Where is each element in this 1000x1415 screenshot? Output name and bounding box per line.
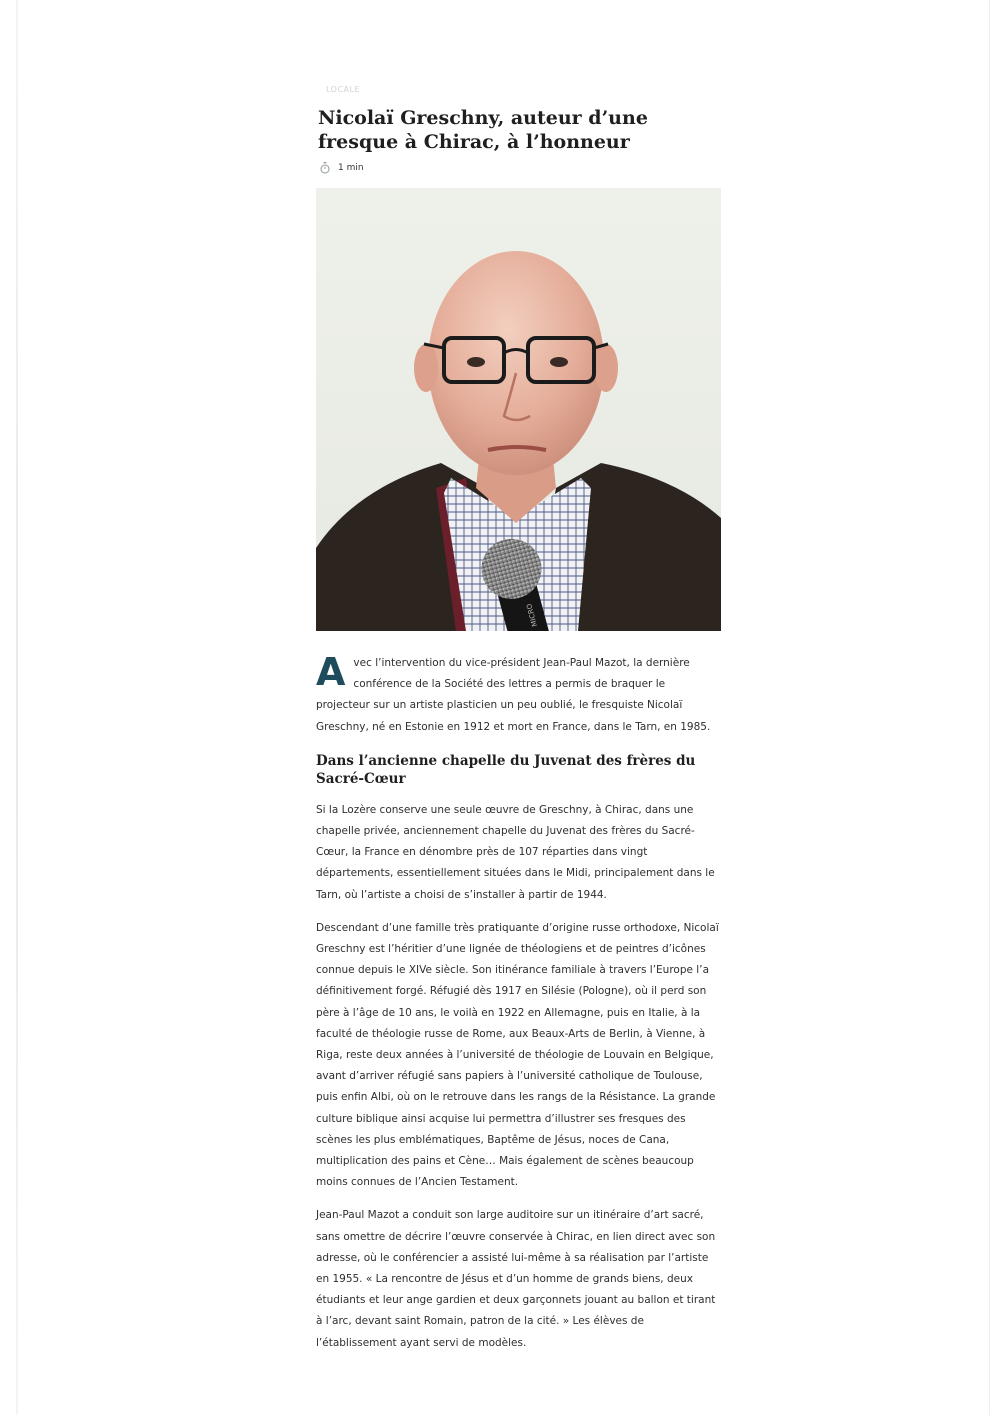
drop-cap: A — [316, 650, 346, 694]
body-paragraph: Si la Lozère conserve une seule œuvre de Greschny, à Chirac, dans une chapelle privée, anciennement chapelle du Juvenat des frères du Sacré-Cœur, la France en dénombre près de 107 réparties dans vingt départements, essentiellement situées dans le Midi, principalement dans le Tarn, où l’artiste a choisi de s’installer à partir de 1944. — [316, 803, 715, 901]
portrait-photo — [316, 188, 721, 631]
scan-edge — [16, 0, 18, 1415]
article-headline: Nicolaï Greschny, auteur d’une fresque à Chirac, à l’honneur — [318, 107, 648, 153]
mic-label: MICRO — [525, 602, 540, 628]
body-paragraph: Jean-Paul Mazot a conduit son large auditoire sur un itinéraire d’art sacré, sans omettre de décrire l’œuvre conservée à Chirac, en lien direct avec son adresse, où le conférencier a assisté lui-même à sa réalisation par l’artiste en 1955. « La rencontre de Jésus et d’un homme de grands biens, deux étudiants et leur ange gardien et deux garçonnets jouant au ballon et tirant à l’arc, devant saint Romain, patron de la cité. » Les élèves de l’établissement ayant servi de modèles. — [316, 1209, 716, 1349]
timer-icon — [320, 162, 330, 174]
category-label: LOCALE — [326, 85, 361, 94]
section-subheading: Dans l’ancienne chapelle du Juvenat des frères du Sacré-Cœur — [316, 752, 696, 787]
article — [316, 84, 721, 1366]
read-time — [320, 162, 721, 174]
read-time-label: 1 min — [338, 163, 364, 173]
lead-text: vec l’intervention du vice-président Jean-Paul Mazot, la dernière conférence de la Société des lettres a permis de braquer le projecteur sur un artiste plasticien un peu oublié, le fresquiste Nicolaï Greschny, né en Estonie en 1912 et mort en France, dans le Tarn, en 1985. — [316, 657, 711, 733]
scan-edge-right — [989, 0, 990, 1415]
lead-paragraph — [316, 650, 721, 738]
body-paragraph: Descendant d’une famille très pratiquante d’origine russe orthodoxe, Nicolaï Greschny est l’héritier d’une lignée de théologiens et de peintres d’icônes connue depuis le XIVe siècle. Son itinérance familiale à travers l’Europe l’a définitivement forgé. Réfugié dès 1917 en Silésie (Pologne), où il perd son père à l’âge de 10 ans, le voilà en 1922 en Allemagne, puis en Italie, à la faculté de théologie russe de Rome, aux Beaux-Arts de Berlin, à Vienne, à Riga, reste deux années à l’université de théologie de Louvain en Belgique, avant d’arriver réfugié sans papiers à l’université catholique de Toulouse, puis enfin Albi, où on le retrouve dans les rangs de la Résistance. La grande culture biblique ainsi acquise lui permettra d’illustrer ses fresques des scènes les plus emblématiques, Baptême de Jésus, noces de Cana, multiplication des pains et Cène… Mais également de scènes beaucoup moins connues de l’Ancien Testament. — [316, 921, 719, 1189]
